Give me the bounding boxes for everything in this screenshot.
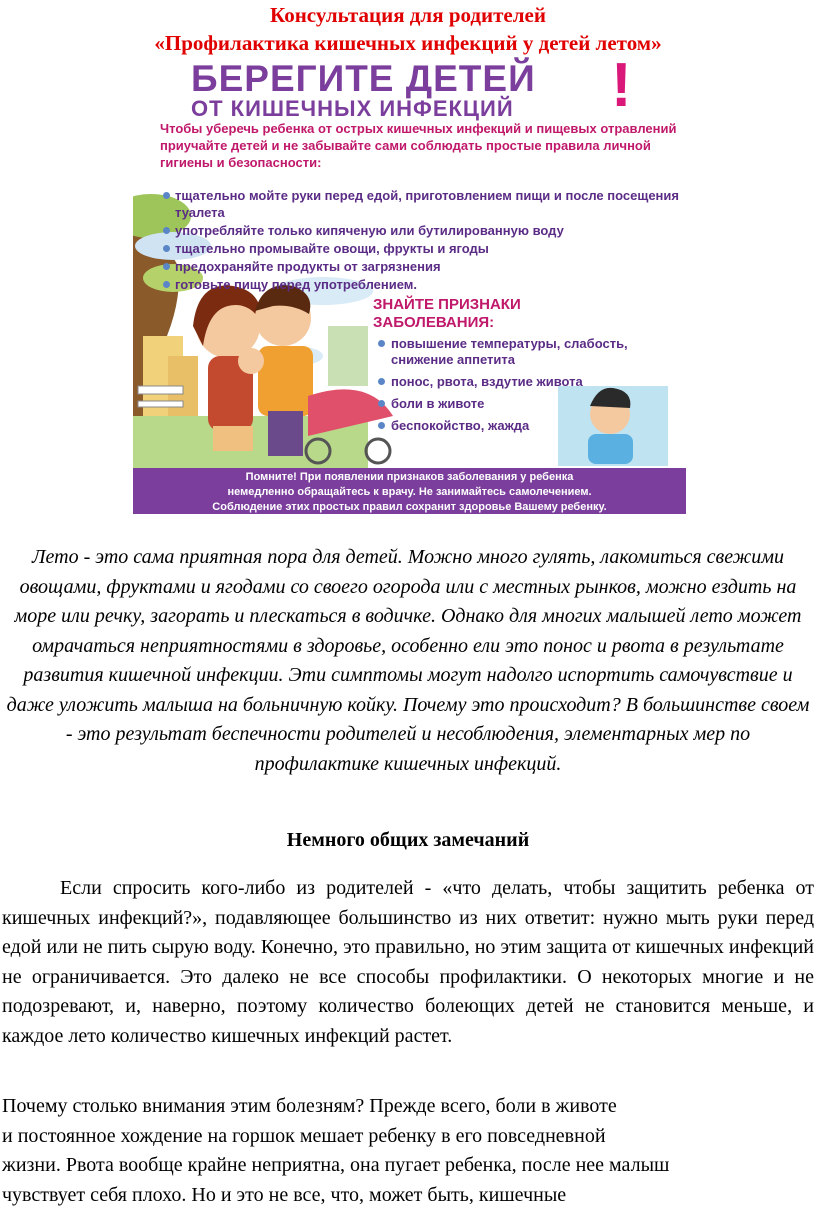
poster-subheading: ОТ КИШЕЧНЫХ ИНФЕКЦИЙ: [191, 96, 514, 121]
bullet-icon: [163, 192, 170, 199]
section-heading: Немного общих замечаний: [286, 829, 530, 851]
bullet-icon: [163, 263, 170, 270]
list-item: повышение температуры, слабость, снижение аппетита: [391, 336, 661, 368]
poster-signs-list: [391, 336, 661, 440]
bullet-icon: [378, 340, 385, 347]
bullet-icon: [163, 227, 170, 234]
body-paragraph: Если спросить кого-либо из родителей - «что делать, чтобы защитить ребенка от кишечных инфекций?», подавляющее большинство из них ответит: нужно мыть руки перед едой или не пить сырую воду. Конечно, это правильно, но этим защита от кишечных инфекций не ограничивается. Это далеко не все способы профилактики. О некоторых многие и не подозревают, и, наверно, поэтому количество болеющих детей не становится меньше, и каждое лето количество кишечных инфекций растет.: [2, 877, 814, 1047]
bullet-icon: [378, 422, 385, 429]
bullet-icon: [163, 281, 170, 288]
list-item: понос, рвота, вздутие живота: [391, 374, 661, 390]
poster-image: [133, 56, 686, 514]
poster-intro: Чтобы уберечь ребенка от острых кишечных инфекций и пищевых отравлений приучайте детей и не забывайте сами соблюдать простые правила личной гигиены и безопасности:: [160, 121, 677, 170]
baby-head: [238, 348, 264, 374]
list-item: предохраняйте продукты от загрязнения: [175, 258, 685, 275]
list-item: беспокойство, жажда: [391, 418, 661, 434]
list-item: тщательно промывайте овощи, фрукты и ягоды: [175, 240, 685, 257]
bullet-icon: [378, 378, 385, 385]
poster-exclamation: !: [611, 56, 632, 120]
document-title-line2: «Профилактика кишечных инфекций у детей летом»: [154, 31, 662, 55]
father-body: [258, 346, 313, 416]
intro-paragraph: Лето - это сама приятная пора для детей. Можно много гулять, лакомиться свежими овощами, фруктами и ягодами со своего огорода или с местных рынков, можно ездить на море или речку, загорать и плескаться в водичке. Однако для многих малышей лето может омрачаться неприятностями в здоровье, особенно ели это понос и рвота в результате развития кишечной инфекции. Эти симптомы могут надолго испортить самочувствие и даже уложить малыша на больничную койку. Почему это происходит? В большинстве своем - это результат беспечности родителей и несоблюдения, элементарных мер по профилактике кишечных инфекций.: [6, 546, 810, 775]
list-item: употребляйте только кипяченую или бутилированную воду: [175, 222, 685, 239]
poster-signs-title: ЗНАЙТЕ ПРИЗНАКИ ЗАБОЛЕВАНИЯ:: [373, 296, 521, 331]
poster-heading: БЕРЕГИТЕ ДЕТЕЙ: [191, 58, 536, 99]
list-item: готовьте пищу перед употреблением.: [175, 276, 685, 293]
body-paragraph-2: Почему столько внимания этим болезням? Прежде всего, боли в животе и постоянное хождение на горшок мешает ребенку в его повседневной жизни. Рвота вообще крайне неприятна, она пугает ребенка, после нее малыш чувствует себя плохо. Но и это не все, что, может быть, кишечные: [2, 1095, 670, 1206]
bullet-icon: [163, 245, 170, 252]
poster-rules-list: [175, 187, 685, 294]
bench: [138, 386, 183, 394]
list-item: тщательно мойте руки перед едой, приготовлением пищи и после посещения туалета: [175, 187, 685, 221]
bullet-icon: [378, 400, 385, 407]
list-item: боли в животе: [391, 396, 661, 412]
document-title-line1: Консультация для родителей: [270, 3, 546, 27]
poster-footer: Помните! При появлении признаков заболевания у ребенка немедленно обращайтесь к врачу. Не занимайтесь самолечением. Соблюдение этих простых правил сохранит здоровье Вашему ребенку.: [133, 468, 686, 514]
